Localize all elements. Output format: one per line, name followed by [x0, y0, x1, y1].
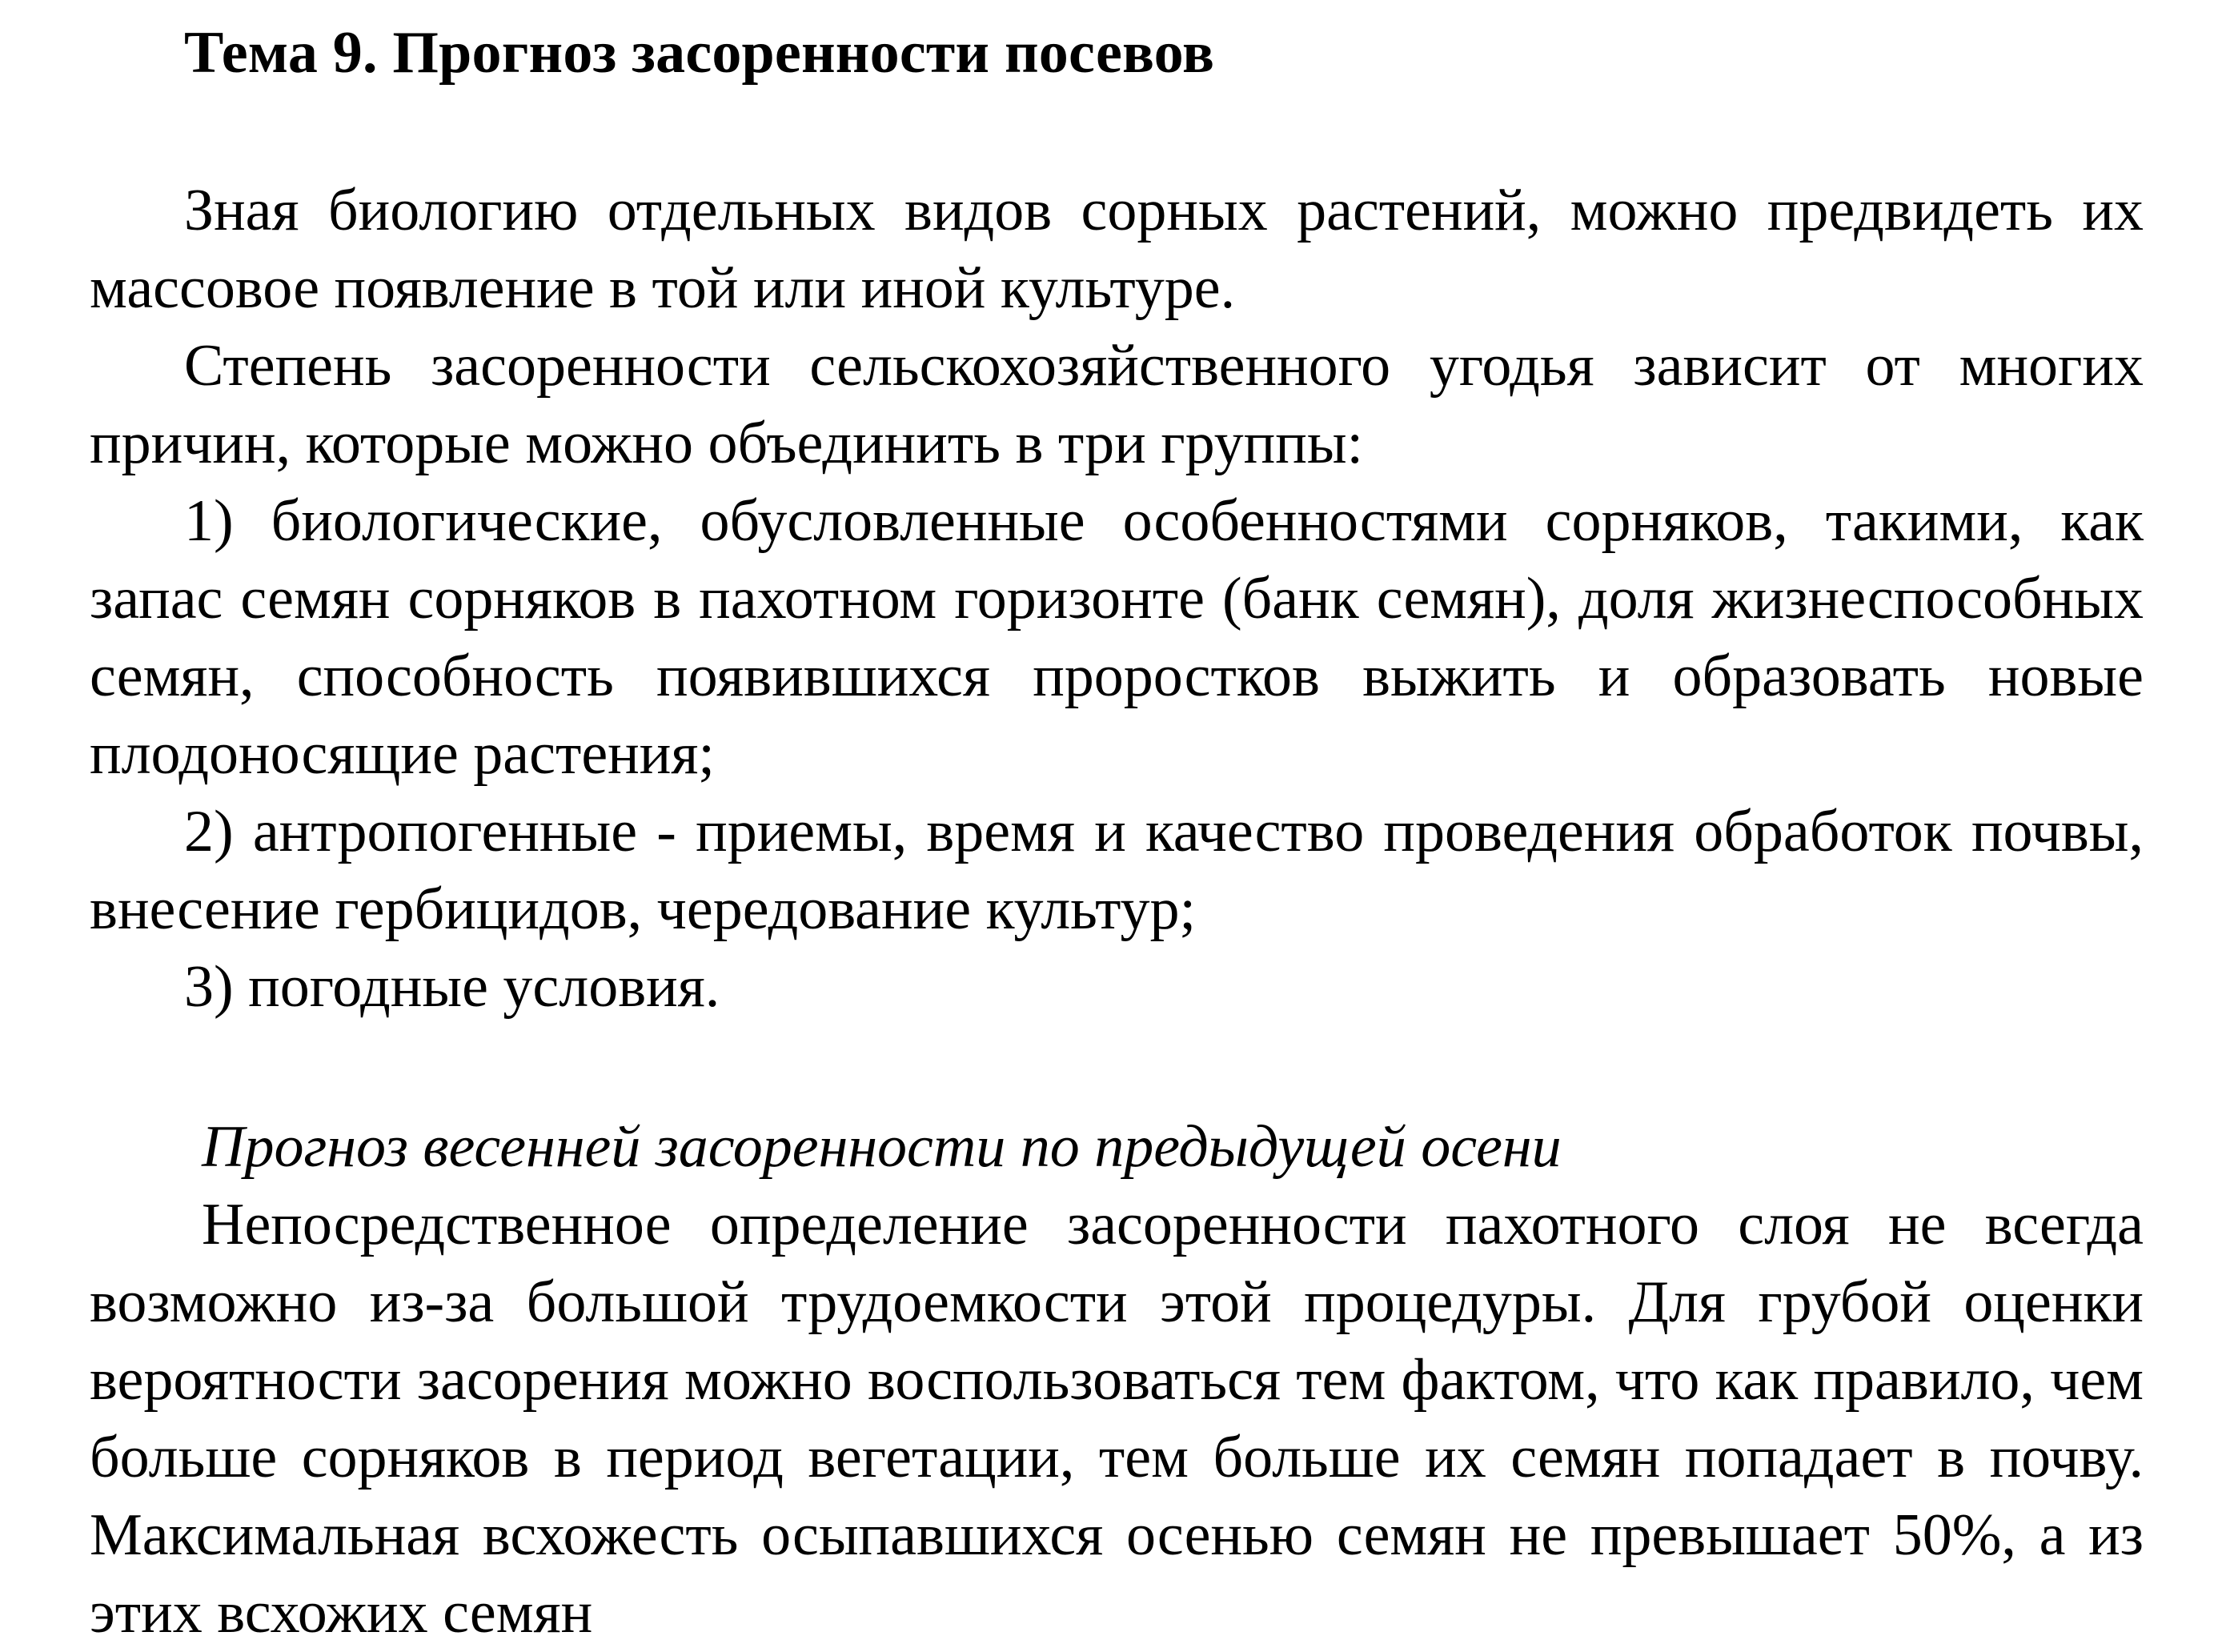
list-item-anthropogenic: 2) антропогенные - приемы, время и качество проведения обработок почвы, внесение гербицидов, чередование культур;	[90, 798, 2144, 942]
paragraph-causes: Степень засоренности сельскохозяйственного угодья зависит от многих причин, которые можно объединить в три группы:	[90, 332, 2144, 476]
list-item-weather: 3) погодные условия.	[184, 953, 720, 1020]
document-page	[90, 0, 2144, 1652]
list-item-biological: 1) биологические, обусловленные особенностями сорняков, такими, как запас семян сорняков в пахотном горизонте (банк семян), доля жизнеспособных семян, способность появившихся проростков выжить и образовать новые плодоносящие растения;	[90, 487, 2144, 787]
page-title: Тема 9. Прогноз засоренности посевов	[184, 20, 1215, 86]
paragraph-direct-determination: Непосредственное определение засоренности пахотного слоя не всегда возможно из-за большой трудоемкости этой процедуры. Для грубой оценки вероятности засорения можно воспользоваться тем фактом, что как правило, чем больше сорняков в период вегетации, тем больше их семян попадает в почву. Максимальная всхожесть осыпавшихся осенью семян не превышает 50%, а из этих всхожих семян	[90, 1191, 2144, 1646]
section-subtitle: Прогноз весенней засоренности по предыдущей осени	[202, 1113, 1562, 1180]
paragraph-intro: Зная биологию отдельных видов сорных растений, можно предвидеть их массовое появление в той или иной культуре.	[90, 177, 2144, 321]
